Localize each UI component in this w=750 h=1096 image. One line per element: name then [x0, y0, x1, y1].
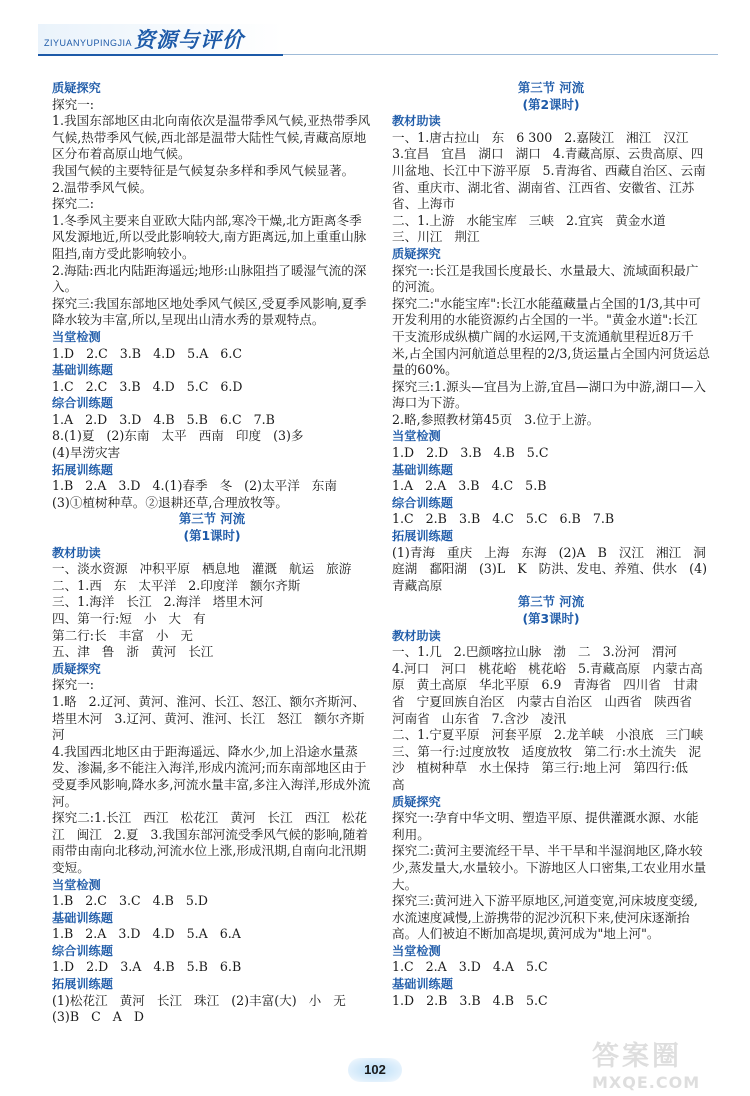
section-heading: 质疑探究 — [392, 246, 441, 261]
section-heading: 质疑探究 — [52, 661, 101, 676]
section-heading: 拓展训练题 — [52, 462, 113, 477]
section-heading: 拓展训练题 — [52, 977, 113, 992]
right-column — [392, 80, 710, 1009]
section-heading: 当堂检测 — [52, 877, 101, 892]
answer-line: 3.宜昌 宜昌 湖口 湖口 4.青藏高原、云贵高原、四川盆地、长江中下游平原 5.青海省、西藏自治区、云南省、重庆市、湖北省、湖南省、江西省、安徽省、江苏省、上海市 — [392, 146, 706, 212]
header-pinyin: ZIYUANYUPINGJIA — [44, 38, 133, 48]
answer-line: 1.B 2.C 3.C 4.B 5.D — [52, 893, 208, 909]
section-heading: 基础训练题 — [392, 977, 453, 992]
answer-line: 四、第一行:短 小 大 有 — [52, 611, 206, 626]
answer-line: 一、1.唐古拉山 东 6 300 2.嘉陵江 湘江 汉江 — [392, 129, 689, 145]
section-heading: 教材助读 — [392, 628, 441, 643]
section-heading: 质疑探究 — [52, 81, 101, 95]
answer-line: 4.我国西北地区由于距海遥远、降水少,加上沿途水量蒸发、渗漏,多不能注入海洋,形成内流河;而东南部地区由于受夏季风影响,降水多,河流水量丰富,多注入海洋,形成外流河。 — [52, 743, 371, 809]
answer-line: 1.略 2.辽河、黄河、淮河、长江、怒江、额尔齐斯河、塔里木河 3.辽河、黄河、淮河、长江 怒江 额尔齐斯河 — [52, 693, 366, 743]
answer-line: 我国气候的主要特征是气候复杂多样和季风气候显著。 — [52, 162, 355, 178]
answer-line: 1.D 2.D 3.B 4.B 5.C — [392, 445, 549, 461]
section-heading: 拓展训练题 — [392, 529, 453, 544]
section-heading: 基础训练题 — [392, 462, 453, 477]
answer-line: 一、1.几 2.巴颜喀拉山脉 渤 二 3.汾河 渭河 — [392, 644, 678, 660]
answer-line: 2.略,参照教材第45页 3.位于上游。 — [392, 411, 600, 427]
answer-line: 1.D 2.C 3.B 4.D 5.A 6.C — [52, 345, 242, 361]
section-heading: 综合训练题 — [52, 943, 113, 958]
answer-line: 探究三:黄河进入下游平原地区,河道变宽,河床坡度变缓,水流速度减慢,上游携带的泥沙沉积下来,使河床逐渐抬高。人们被迫不断加高堤坝,黄河成为"地上河"。 — [392, 893, 698, 942]
page-number: 102 — [348, 1058, 402, 1082]
answer-line: 1.C 2.B 3.B 4.C 5.C 6.B 7.B — [392, 511, 615, 527]
section-heading: 综合训练题 — [392, 495, 453, 510]
answer-line: 探究三:1.源头—宜昌为上游,宜昌—湖口为中游,湖口—入海口为下游。 — [392, 378, 706, 411]
page-header — [38, 12, 718, 60]
answer-line: 探究二:1.长江 西江 松花江 黄河 长江 西江 松花江 闽江 2.夏 3.我国东部河流受季风气候的影响,随着雨带由南向北移动,河流水位上涨,形成汛期,自南向北汛期变短。 — [52, 810, 368, 875]
header-title: 资源与评价 — [134, 28, 244, 52]
answer-line: 1.A 2.A 3.B 4.C 5.B — [392, 478, 547, 494]
answer-line: 二、1.上游 水能宝库 三峡 2.宜宾 黄金水道 — [392, 212, 666, 228]
answer-line: 1.C 2.C 3.B 4.D 5.C 6.D — [52, 378, 243, 394]
answer-line: 探究一: — [52, 677, 95, 693]
answer-line: 五、津 鲁 浙 黄河 长江 — [52, 644, 214, 660]
answer-line: (1)青海 重庆 上海 东海 (2)A B 汉江 湘江 洞庭湖 鄱阳湖 (3)L K 防洪、发电、养殖、供水 (4)青藏高原 — [392, 544, 707, 593]
answer-line: 探究二: — [52, 196, 95, 212]
answer-line: 三、1.海洋 长江 2.海洋 塔里木河 — [52, 594, 264, 610]
section-heading: 基础训练题 — [52, 910, 113, 925]
answer-line: 一、淡水资源 冲积平原 栖息地 灌溉 航运 旅游 — [52, 561, 352, 577]
chapter-heading: (第2课时) — [522, 96, 580, 112]
answer-line: 三、川江 荆江 — [392, 229, 480, 245]
section-heading: 当堂检测 — [52, 329, 101, 344]
answer-line: (1)松花江 黄河 长江 珠江 (2)丰富(大) 小 无 (3)B C A D — [52, 992, 358, 1025]
section-heading: 教材助读 — [52, 545, 101, 560]
answer-line: 二、1.西 东 太平洋 2.印度洋 额尔齐斯 — [52, 577, 301, 593]
watermark-logo — [592, 1034, 742, 1092]
chapter-heading: (第1课时) — [183, 528, 241, 544]
header-rule — [283, 54, 718, 55]
answer-line: 探究一:长江是我国长度最长、水量最大、流域面积最广的河流。 — [392, 262, 699, 295]
section-heading: 质疑探究 — [392, 794, 441, 809]
section-heading: 教材助读 — [392, 114, 441, 129]
answer-line: (4)旱涝灾害 — [52, 445, 121, 461]
answer-line: 2.海陆:西北内陆距海遥远;地形:山脉阻挡了暖湿气流的深入。 — [52, 262, 367, 295]
chapter-heading: 第三节 河流 — [517, 594, 585, 610]
chapter-heading: (第3课时) — [522, 611, 580, 626]
answer-line: 1.B 2.A 3.D 4.D 5.A 6.A — [52, 926, 241, 942]
watermark-bottom: MXQE.COM — [592, 1073, 701, 1092]
answer-line: 1.冬季风主要来自亚欧大陆内部,寒冷干燥,北方距离冬季风发源地近,所以受此影响较大,南方距离远,加上重重山脉阻挡,南方受此影响较小。 — [52, 212, 367, 261]
answer-line: 探究二:"水能宝库":长江水能蕴藏量占全国的1/3,其中可开发利用的水能资源约占全国的一半。"黄金水道":长江干支流形成纵横广阔的水运网,干支流通航里程近8万千米,占全国内河航道总里程的2/3,货运量占全国内河货运总量的60%。 — [392, 295, 710, 378]
section-heading: 当堂检测 — [392, 429, 441, 444]
answer-line: 4.河口 河口 桃花峪 桃花峪 5.青藏高原 内蒙古高原 黄土高原 华北平原 6.9 青海省 四川省 甘肃省 宁夏回族自治区 内蒙古自治区 山西省 陕西省 河南省 山东省 7.含沙 凌汛 — [392, 660, 704, 726]
answer-line: 1.我国东部地区由北向南依次是温带季风气候,亚热带季风气候,热带季风气候,西北部是温带大陆性气候,青藏高原地区分布着高原山地气候。 — [52, 113, 371, 162]
answer-line: 8.(1)夏 (2)东南 太平 西南 印度 (3)多 — [52, 428, 304, 444]
answer-line: 1.D 2.D 3.A 4.B 5.B 6.B — [52, 959, 242, 975]
answer-line: 探究一:孕育中华文明、塑造平原、提供灌溉水源、水能利用。 — [392, 810, 699, 842]
answer-line: 第二行:长 丰富 小 无 — [52, 627, 194, 643]
answer-line: 三、第一行:过度放牧 适度放牧 第二行:水土流失 泥沙 植树种草 水土保持 第三行:地上河 第四行:低 高 — [392, 743, 701, 792]
watermark-top: 答案圈 — [592, 1041, 682, 1072]
answer-line: 1.C 2.A 3.D 4.A 5.C — [392, 959, 548, 975]
chapter-heading: 第三节 河流 — [178, 511, 246, 527]
answer-line: 探究二:黄河主要流经干旱、半干旱和半湿润地区,降水较少,蒸发量大,水量较小。下游地区人口密集,工农业用水量大。 — [392, 843, 707, 892]
chapter-heading: 第三节 河流 — [517, 80, 585, 95]
left-column — [52, 80, 372, 1026]
answer-line: 二、1.宁夏平原 河套平原 2.龙羊峡 小浪底 三门峡 — [392, 727, 704, 743]
section-heading: 当堂检测 — [392, 943, 441, 958]
answer-line: 探究三:我国东部地区地处季风气候区,受夏季风影响,夏季降水较为丰富,所以,呈现出山清水秀的景观特点。 — [52, 295, 367, 328]
answer-line: 探究一: — [52, 96, 95, 112]
section-heading: 综合训练题 — [52, 396, 113, 411]
answer-line: 1.A 2.D 3.D 4.B 5.B 6.C 7.B — [52, 411, 275, 427]
answer-line: 1.D 2.B 3.B 4.B 5.C — [392, 992, 548, 1008]
answer-line: 1.B 2.A 3.D 4.(1)春季 冬 (2)太平洋 东南 (3)①植树种草。②退耕还草,合理放牧等。 — [52, 478, 350, 510]
section-heading: 基础训练题 — [52, 363, 113, 378]
answer-line: 2.温带季风气候。 — [52, 179, 153, 195]
